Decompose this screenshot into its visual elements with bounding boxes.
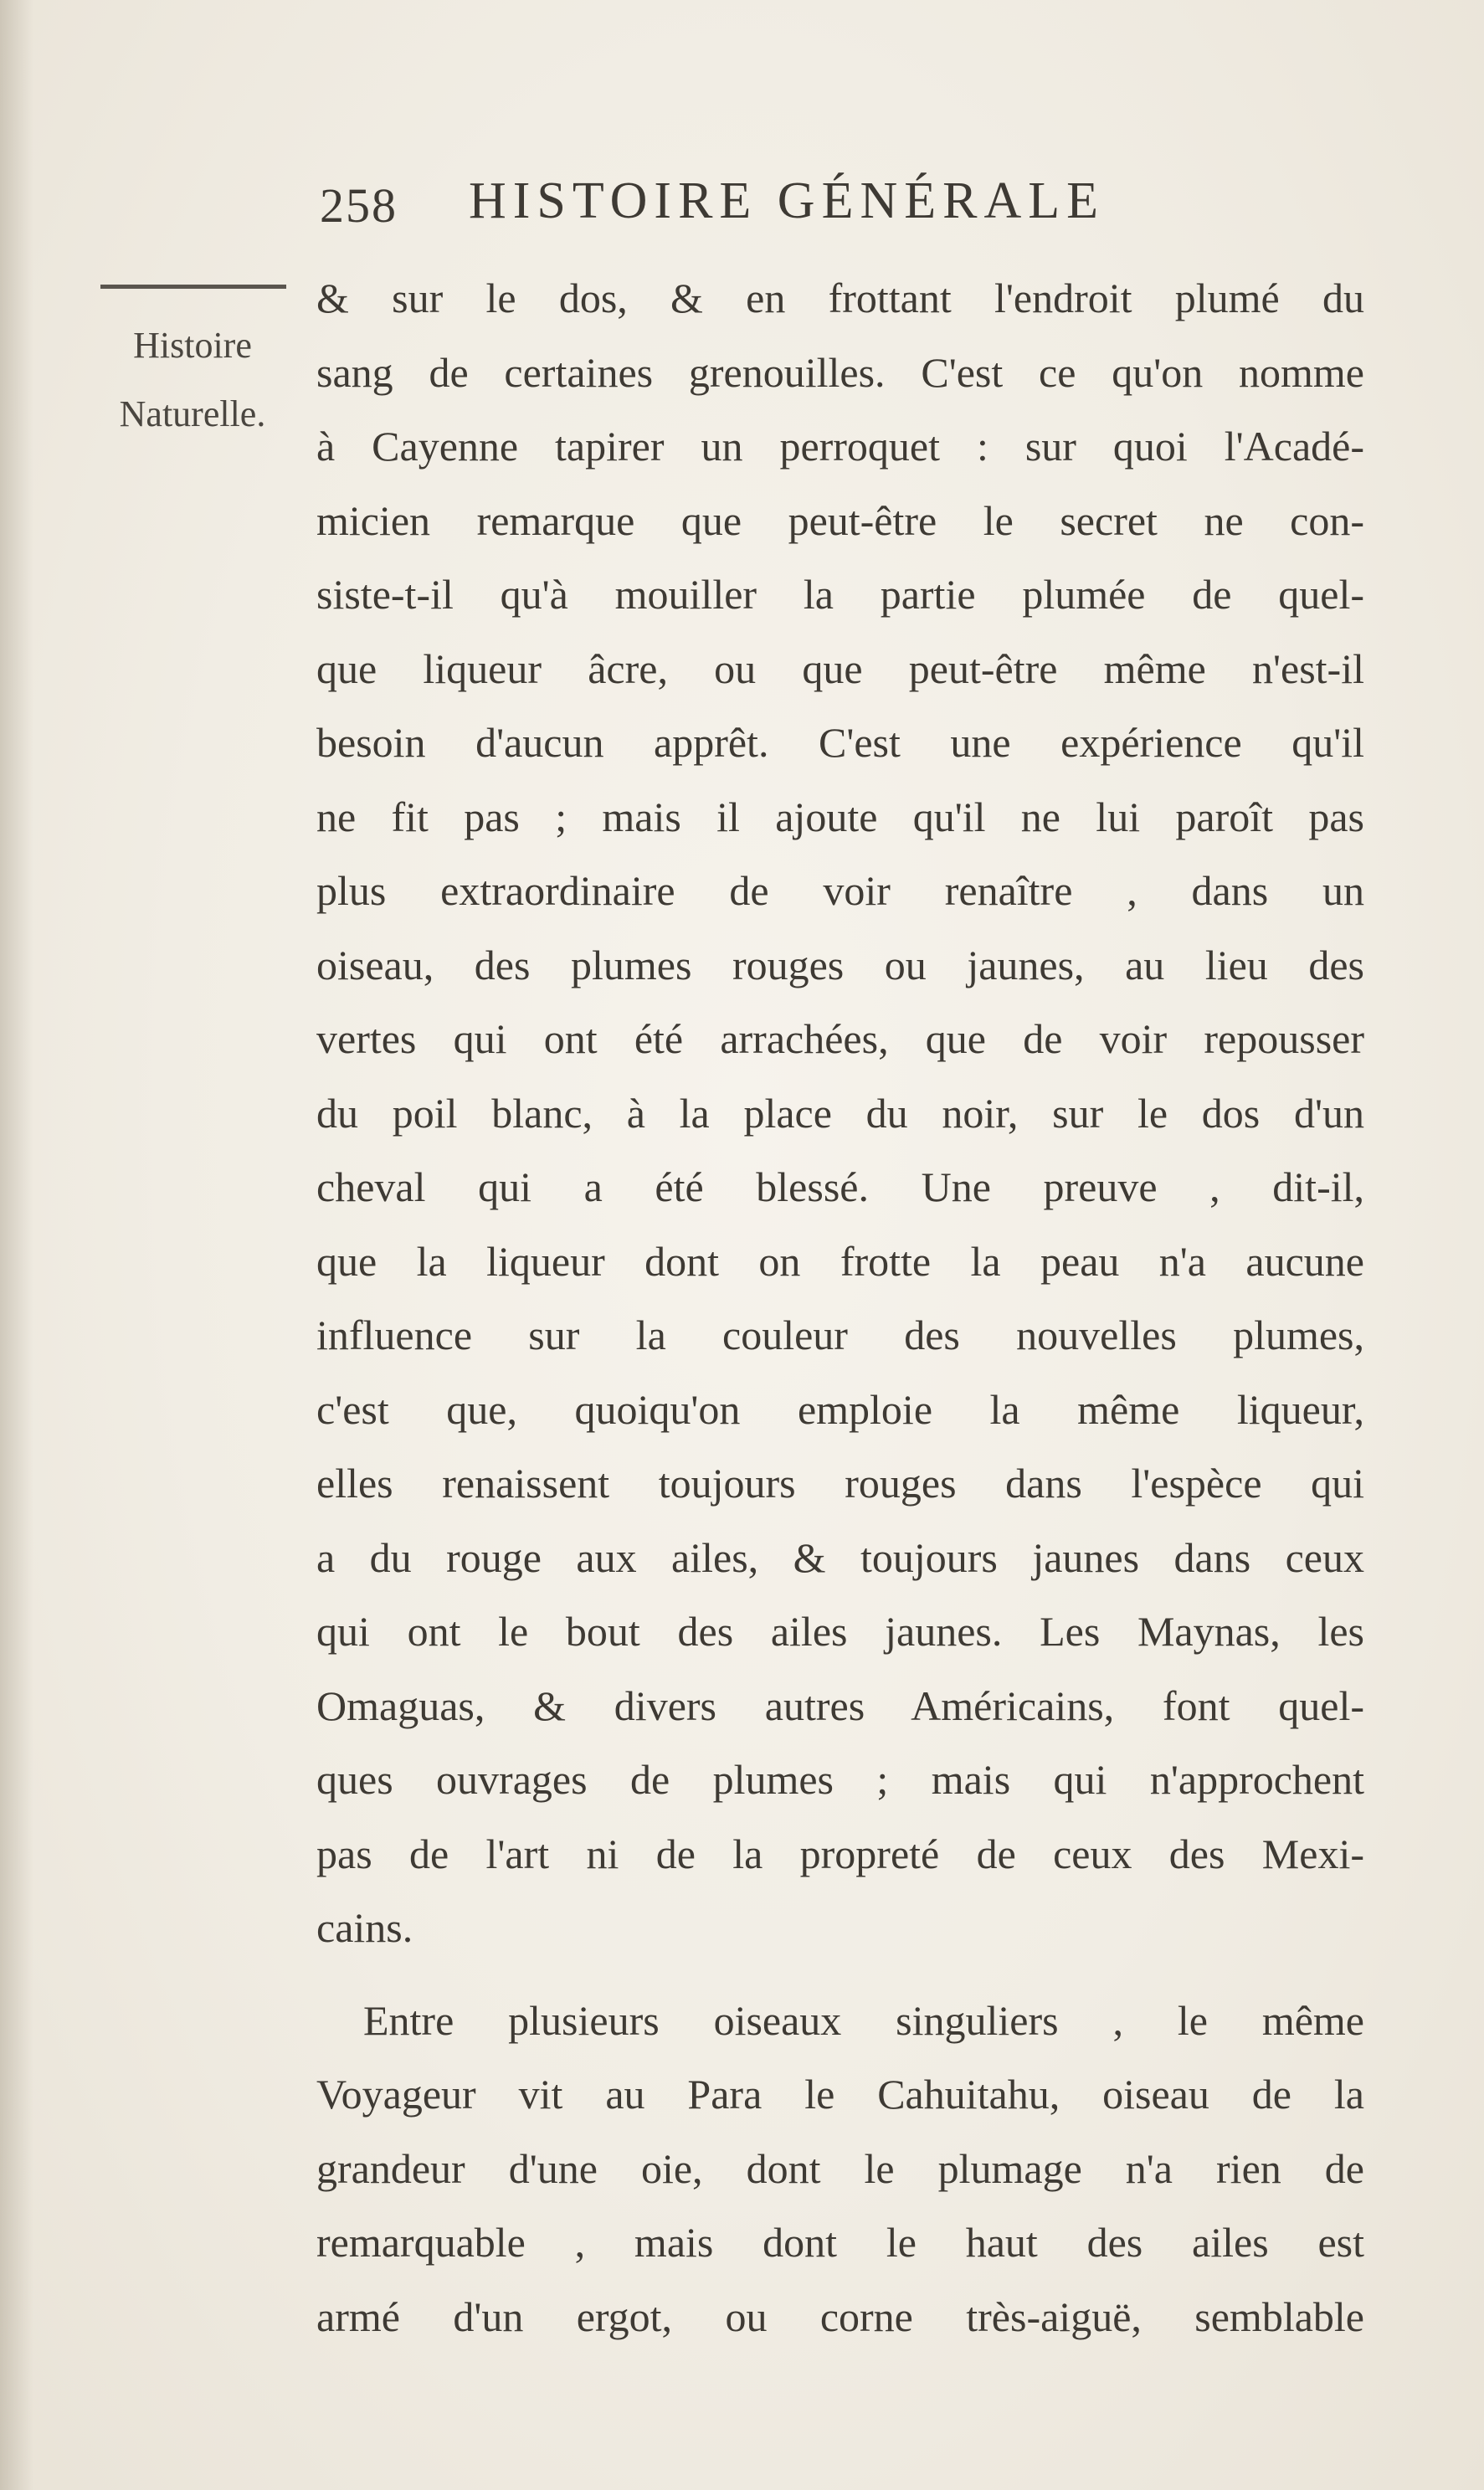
text-line: sang de certaines grenouilles. C'est ce qu'on nomme: [316, 348, 1364, 396]
text-line: ne fit pas ; mais il ajoute qu'il ne lui paroît pas: [316, 793, 1364, 840]
text-line: Voyageur vit au Para le Cahuitahu, oiseau de la: [316, 2071, 1364, 2118]
text-line: armé d'un ergot, ou corne très-aiguë, semblable: [316, 2292, 1364, 2340]
margin-note: [92, 311, 293, 449]
text-line: que la liqueur dont on frotte la peau n'a aucune: [316, 1237, 1364, 1285]
text-line: que liqueur âcre, ou que peut-être même n'est-il: [316, 644, 1364, 692]
running-head: HISTOIRE GÉNÉRALE: [469, 172, 1105, 229]
text-line: Entre plusieurs oiseaux singuliers , le même: [363, 1996, 1364, 2044]
margin-rule: [100, 285, 286, 289]
text-line: plus extraordinaire de voir renaître , dans un: [316, 867, 1364, 914]
spine-shadow: [0, 0, 33, 2490]
text-line: qui ont le bout des ailes jaunes. Les Maynas, les: [316, 1608, 1364, 1655]
paragraph-2: [316, 1984, 1364, 2354]
text-line: a du rouge aux ailes, & toujours jaunes dans ceux: [316, 1533, 1364, 1581]
text-line: Omaguas, & divers autres Américains, font quel-: [316, 1681, 1364, 1729]
text-line: du poil blanc, à la place du noir, sur le dos d'un: [316, 1089, 1364, 1137]
text-line: micien remarque que peut-être le secret ne con-: [316, 496, 1364, 544]
page-number: 258: [320, 178, 398, 233]
text-line: à Cayenne tapirer un perroquet : sur quoi l'Acadé-: [316, 423, 1364, 470]
text-line: ques ouvrages de plumes ; mais qui n'approchent: [316, 1756, 1364, 1803]
text-line: oiseau, des plumes rouges ou jaunes, au lieu des: [316, 941, 1364, 988]
paragraph-gap: [316, 1965, 1364, 1984]
text-line: grandeur d'une oie, dont le plumage n'a rien de: [316, 2144, 1364, 2192]
text-line: cheval qui a été blessé. Une preuve , dit-il,: [316, 1163, 1364, 1210]
text-line: elles renaissent toujours rouges dans l'espèce qui: [316, 1460, 1364, 1507]
text-line: vertes qui ont été arrachées, que de voir repousser: [316, 1015, 1364, 1062]
body-text: [316, 261, 1364, 2354]
text-line: cains.: [316, 1904, 413, 1951]
text-line: & sur le dos, & en frottant l'endroit plumé du: [316, 275, 1364, 321]
text-line: siste-t-il qu'à mouiller la partie plumée de quel-: [316, 571, 1364, 618]
paragraph-1: [316, 261, 1364, 1965]
text-line: besoin d'aucun apprêt. C'est une expérience qu'il: [316, 719, 1364, 766]
text-line: c'est que, quoiqu'on emploie la même liqueur,: [316, 1385, 1364, 1433]
margin-note-line: Naturelle.: [119, 393, 266, 434]
text-line: influence sur la couleur des nouvelles plumes,: [316, 1312, 1364, 1358]
text-line: remarquable , mais dont le haut des ailes est: [316, 2219, 1364, 2266]
text-line: pas de l'art ni de la propreté de ceux des Mexi-: [316, 1830, 1364, 1877]
margin-note-line: Histoire: [133, 325, 252, 366]
